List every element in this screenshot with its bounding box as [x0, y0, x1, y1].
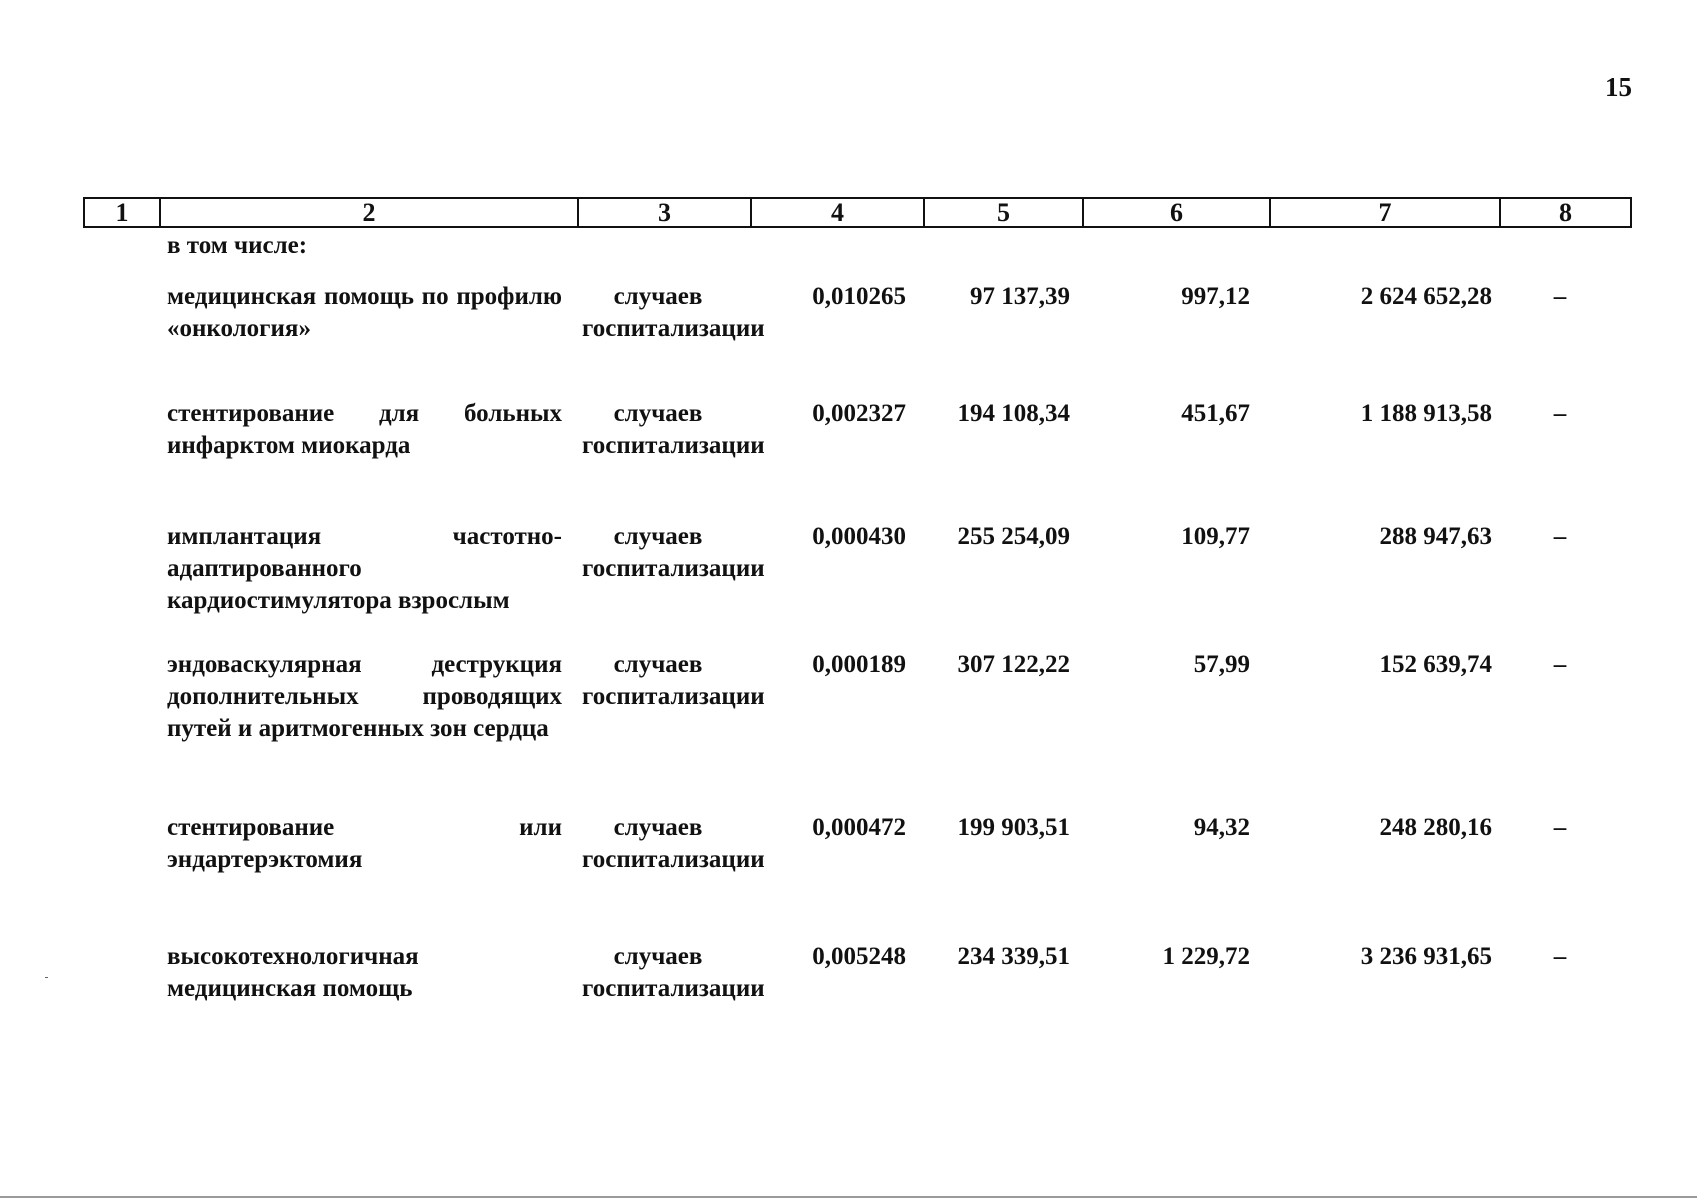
row-value-5: 199 903,51 — [957, 814, 1070, 841]
row-name: медицинская помощь по профилю «онкология» — [167, 283, 562, 342]
column-header-2: 2 — [159, 199, 577, 226]
row-value-4: 0,000472 — [812, 814, 906, 841]
row-value-4: 0,010265 — [812, 283, 906, 310]
row-value-6: 997,12 — [1181, 283, 1250, 310]
row-value-7: 3 236 931,65 — [1360, 943, 1492, 970]
row-name: стентирование или эндартерэктомия — [167, 814, 562, 873]
column-header-6: 6 — [1082, 199, 1269, 226]
row-value-5: 97 137,39 — [970, 283, 1070, 310]
row-value-6: 94,32 — [1193, 814, 1250, 841]
row-unit: случаев госпитализации — [582, 283, 765, 342]
row-value-7: 2 624 652,28 — [1360, 283, 1492, 310]
row-value-8: – — [1553, 283, 1567, 310]
column-header-4: 4 — [750, 199, 923, 226]
row-value-6: 1 229,72 — [1162, 943, 1250, 970]
row-value-7: 248 280,16 — [1379, 814, 1492, 841]
intro-text: в том числе: — [167, 232, 308, 259]
row-value-6: 451,67 — [1181, 400, 1250, 427]
row-value-8: – — [1553, 400, 1567, 427]
row-value-5: 234 339,51 — [957, 943, 1070, 970]
column-header-7: 7 — [1269, 199, 1499, 226]
row-value-5: 307 122,22 — [957, 651, 1070, 678]
row-value-4: 0,005248 — [812, 943, 906, 970]
column-header-8: 8 — [1499, 199, 1630, 226]
column-header-5: 5 — [923, 199, 1082, 226]
row-value-5: 194 108,34 — [957, 400, 1070, 427]
row-name: имплантация частотно-адаптированного кардиостимулятора взрослым — [167, 523, 562, 614]
row-value-4: 0,000430 — [812, 523, 906, 550]
row-value-6: 109,77 — [1181, 523, 1250, 550]
row-value-7: 1 188 913,58 — [1360, 400, 1492, 427]
table-header-row — [83, 197, 1632, 228]
row-value-4: 0,000189 — [812, 651, 906, 678]
row-unit: случаев госпитализации — [582, 523, 765, 582]
row-value-8: – — [1553, 943, 1567, 970]
row-unit: случаев госпитализации — [582, 814, 765, 873]
margin-mark — [45, 977, 48, 978]
column-header-3: 3 — [577, 199, 750, 226]
row-value-7: 288 947,63 — [1379, 523, 1492, 550]
page-number: 15 — [1605, 72, 1632, 102]
column-header-1: 1 — [115, 198, 129, 227]
row-value-5: 255 254,09 — [957, 523, 1070, 550]
row-value-8: – — [1553, 523, 1567, 550]
row-unit: случаев госпитализации — [582, 651, 765, 710]
page-bottom-rule — [0, 1196, 1697, 1198]
row-name: эндоваскулярная деструкция дополнительных проводящих путей и аритмогенных зон сердца — [167, 651, 562, 742]
row-unit: случаев госпитализации — [582, 943, 765, 1002]
row-value-6: 57,99 — [1193, 651, 1250, 678]
row-value-8: – — [1553, 814, 1567, 841]
row-name: стентирование для больных инфарктом миокарда — [167, 400, 562, 459]
row-value-7: 152 639,74 — [1379, 651, 1492, 678]
row-value-8: – — [1553, 651, 1567, 678]
row-name: высокотехнологичная медицинская помощь — [167, 943, 419, 1002]
row-unit: случаев госпитализации — [582, 400, 765, 459]
row-value-4: 0,002327 — [812, 400, 906, 427]
